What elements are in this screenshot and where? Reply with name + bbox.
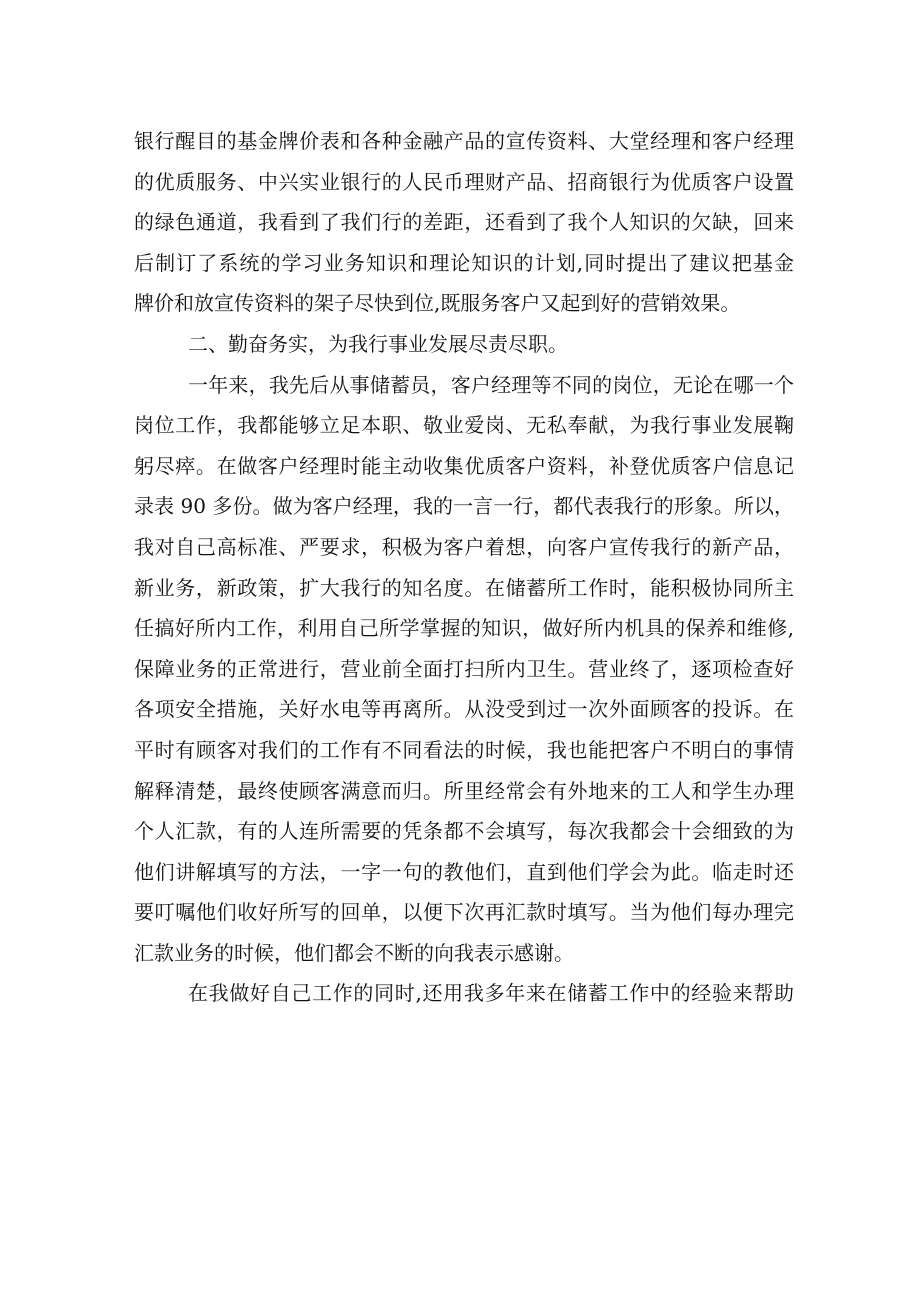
paragraph-work-summary [134,365,794,974]
heading-line: 二、勤奋务实，为我行事业发展尽责尽职。 [188,331,568,356]
text-line: 的绿色通道，我看到了我们行的差距，还看到了我个人知识的欠缺，回来 [134,210,794,235]
text-line: 任搞好所内工作，利用自己所学掌握的知识，做好所内机具的保养和维修, [134,616,794,641]
text-line: 他们讲解填写的方法，一字一句的教他们，直到他们学会为此。临走时还 [134,859,794,884]
text-line: 一年来，我先后从事储蓄员，客户经理等不同的岗位，无论在哪一个 [188,372,794,397]
text-line: 新业务，新政策，扩大我行的知名度。在储蓄所工作时，能积极协同所主 [134,575,794,600]
section-heading [134,324,794,365]
text-line: 要叮嘱他们收好所写的回单，以便下次再汇款时填写。当为他们每办理完 [134,900,794,925]
text-line: 录表 90 多份。做为客户经理，我的一言一行，都代表我行的形象。所以， [134,494,794,519]
document-body [134,121,794,1014]
text-line: 的优质服务、中兴实业银行的人民币理财产品、招商银行为优质客户设置 [134,169,794,194]
text-line: 各项安全措施，关好水电等再离所。从没受到过一次外面顾客的投诉。在 [134,697,794,722]
text-line: 平时有顾客对我们的工作有不同看法的时候，我也能把客户不明白的事情 [134,737,794,762]
text-line: 我对自己高标准、严要求，积极为客户着想，向客户宣传我行的新产品， [134,534,794,559]
text-line: 个人汇款，有的人连所需要的凭条都不会填写，每次我都会十会细致的为 [134,819,794,844]
text-line: 牌价和放宣传资料的架子尽快到位,既服务客户又起到好的营销效果。 [134,291,741,316]
text-line: 保障业务的正常进行，营业前全面打扫所内卫生。营业终了，逐项检查好 [134,656,794,681]
paragraph-helping-colleagues [134,973,794,1014]
text-line: 汇款业务的时候，他们都会不断的向我表示感谢。 [134,940,574,965]
text-line: 银行醒目的基金牌价表和各种金融产品的宣传资料、大堂经理和客户经理 [134,129,794,153]
text-line: 解释清楚，最终使顾客满意而归。所里经常会有外地来的工人和学生办理 [134,778,794,803]
text-line: 岗位工作，我都能够立足本职、敬业爱岗、无私奉献，为我行事业发展鞠 [134,413,794,438]
text-line: 躬尽瘁。在做客户经理时能主动收集优质客户资料，补登优质客户信息记 [134,453,794,478]
text-line: 后制订了系统的学习业务知识和理论知识的计划,同时提出了建议把基金 [134,250,794,275]
paragraph-observations [134,121,794,324]
text-line: 在我做好自己工作的同时,还用我多年来在储蓄工作中的经验来帮助 [188,981,794,1006]
